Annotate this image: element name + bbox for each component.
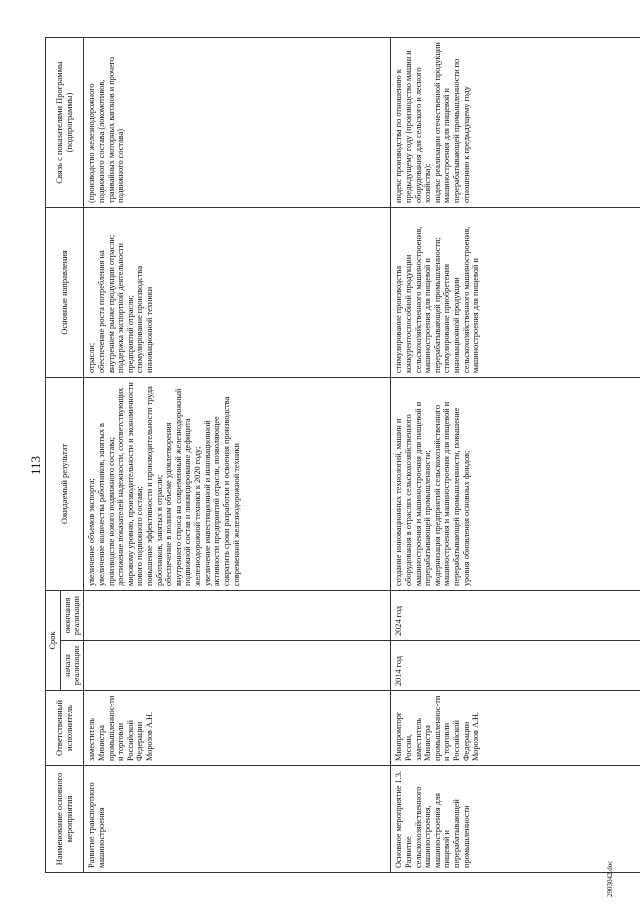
header-end: окончания реализации: [60, 591, 84, 641]
row-name: Развитие транспортного машиностроения: [84, 766, 391, 873]
row-link: индекс производства по отношению к предыдущему году (производство машин и оборудования для сельского и лесного хозяйства); индекс реализации отечественной продукции машиностроения для пищевой и перерабатывающей промышленности по отношению к предыдущему году: [391, 38, 640, 208]
footer-filename: 2903042.doc: [606, 860, 614, 897]
table-row: [391, 38, 640, 873]
header-directions: Основные направления: [46, 208, 84, 378]
measures-table: [45, 37, 640, 873]
table-row: [84, 38, 391, 873]
row-name: Основное мероприятие 1.3. Развитие сельскохозяйственного машиностроения, машиностроения для пищевой и перерабатывающей промышленности: [391, 766, 640, 873]
row-link: (производство железнодорожного подвижного состава (локомотивов, трамвайных моторных вагонов и прочего подвижного состава): [84, 38, 391, 208]
row-result: создание инновационных технологий, машин и оборудования в отраслях сельскохозяйственного машиностроения и машиностроения для пищевой и перерабатывающей промышленности; модернизация предприятий сельскохозяйственного машиностроения и машиностроения для пищевой и перерабатывающей промышленности, повышение уровня обновления основных фондов;: [391, 378, 640, 591]
row-end: [84, 591, 391, 641]
header-name: Наименование основного мероприятия: [46, 766, 84, 873]
row-result: увеличение объемов экспорта; увеличение количества работников, занятых в производстве нового подвижного состава; достижение показателей надежности, соответствующих мировому уровню, производительности и экономичности нового подвижного состава; повышение эффективности и производительности труда работников, занятых в отрасли; обеспечение в полном объеме удовлетворения внутреннего спроса на современный железнодорожный подвижной состав и ликвидирование дефицита железнодорожной техники к 2020 году; увеличение инвестиционной и инновационной активности предприятий отрасли, позволяющее сократить сроки разработки и освоения производства современной железнодорожной техники: [84, 378, 391, 591]
row-executor: заместитель Министра промышленнос-ти и торговли Российской Федерации Морозов А.Н.: [84, 691, 391, 766]
row-start: 2014 год: [391, 641, 640, 691]
row-directions: отрасли; обеспечение роста потребления на внутреннем рынке продукции отрасли; поддержка экспортной деятельности предприятий отрасли; стимулирование производства инновационной техники: [84, 208, 391, 378]
header-term: Срок: [46, 591, 61, 691]
header-result: Ожидаемый результат: [46, 378, 84, 591]
row-start: [84, 641, 391, 691]
header-executor: Ответственный исполнитель: [46, 691, 84, 766]
page-number: 113: [28, 455, 43, 475]
header-link: Связь с показателями Программы (подпрограммы): [46, 38, 84, 208]
row-directions: стимулирование производства конкурентоспособной продукции сельскохозяйственного машиностроения, машиностроения для пищевой и перерабатывающей промышленности; стимулирование приобретения инновационной продукции сельскохозяйственного машиностроения, машиностроения для пищевой и: [391, 208, 640, 378]
header-start: начала реализации: [60, 641, 84, 691]
row-end: 2024 год: [391, 591, 640, 641]
row-executor: Минпромторг России, заместитель Министра промышленнос-ти и торговли Российской Федерации Морозов А.Н.: [391, 691, 640, 766]
